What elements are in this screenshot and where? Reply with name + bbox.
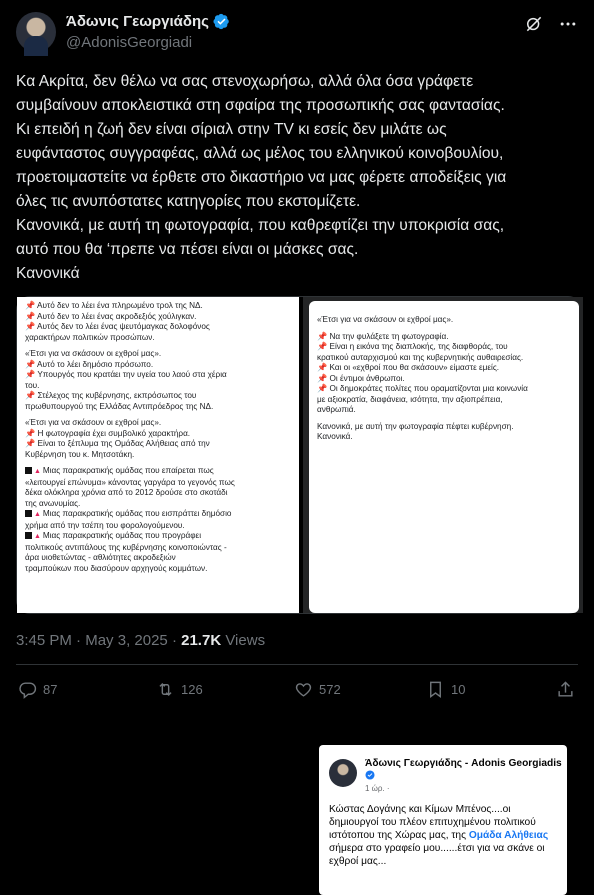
screenshot-line-text: Οι δημοκράτες πολίτες που οραματίζονται μια κοινωνία — [329, 384, 528, 393]
screenshot-line-text: Στέλεχος της κυβέρνησης, εκπρόσωπος του — [37, 391, 197, 400]
tweet-line: όλες τις ανυπόστατες κατηγορίες που εκστομίζετε. — [16, 193, 361, 210]
name-row — [66, 13, 230, 30]
screenshot-line — [317, 363, 571, 374]
screenshot-line — [25, 370, 291, 381]
pin-icon: 📌 — [317, 373, 330, 383]
tweet-line: συμβαίνουν αποκλειστικά στη σφαίρα της προσωπικής σας φαντασίας. — [16, 97, 505, 114]
tweet-time[interactable]: 3:45 PM — [16, 632, 72, 649]
share-button[interactable] — [556, 680, 575, 699]
reply-button[interactable] — [18, 680, 57, 699]
action-bar — [16, 680, 578, 706]
screenshot-line-text: πρωθυπουργού της Ελλάδας Αντιπρόεδρος της ΝΔ. — [25, 401, 214, 411]
screenshot-line — [25, 543, 291, 554]
screenshot-card — [309, 301, 579, 613]
screenshot-line — [25, 553, 291, 564]
avatar[interactable] — [16, 12, 56, 52]
more-icon[interactable] — [558, 14, 578, 34]
embedded-post-body-text: σήμερα στο γραφείο μου......έτσι για να σκάνε οι εχθροί μας... — [329, 843, 545, 867]
tweet-line: αυτό που θα ‘πρεπε να πέσει είναι οι μάσκες σας. — [16, 241, 359, 258]
screenshot-line — [317, 395, 571, 406]
pin-icon: 📌 — [317, 384, 330, 393]
screenshot-line-text: Αυτός δεν το λέει ένας ψευτόμαγκας δολοφόνος — [37, 322, 210, 331]
like-count: 572 — [319, 682, 341, 697]
tweet-meta — [16, 632, 265, 649]
screenshot-line — [317, 315, 571, 326]
tweet-date[interactable]: May 3, 2025 — [85, 632, 168, 649]
tweet-text — [16, 70, 578, 286]
screenshot-line — [25, 488, 291, 499]
screenshot-line — [317, 405, 571, 416]
screenshot-line-text: Οι έντιμοι άνθρωποι. — [329, 373, 405, 383]
screenshot-line-text: της ανωνυμίας. — [25, 498, 81, 508]
screenshot-line — [317, 422, 571, 433]
pin-icon: 📌 — [25, 370, 38, 379]
screenshot-line-text: Μιας παρακρατικής ομάδας που επαίρεται πως — [42, 466, 214, 475]
screenshot-line-text: ανθρωπιά. — [317, 405, 356, 414]
red-triangle-icon: ▲ — [34, 468, 43, 475]
red-triangle-icon: ▲ — [34, 511, 43, 518]
screenshot-line — [25, 439, 291, 450]
screenshot-text — [17, 297, 299, 578]
screenshot-line — [25, 418, 291, 429]
reply-icon — [18, 680, 37, 699]
screenshot-line — [25, 322, 291, 333]
screenshot-line-text: Υπουργός που κρατάει την υγεία του λαού στα χέρια — [37, 370, 227, 379]
screenshot-line-text: δέκα ολόκληρα χρόνια από το 2012 δρούσε στο σκοτάδι — [25, 488, 228, 497]
screenshot-line-text: Μιας παρακρατικής ομάδας που εισπράττει δημόσιο — [42, 509, 232, 518]
screenshot-line-text: Να την φυλάξετε τη φωτογραφία. — [329, 331, 449, 341]
tweet-line: Κανονικά — [16, 265, 80, 282]
pin-icon: 📌 — [317, 342, 330, 351]
embedded-post-author-name: Άδωνις Γεωργιάδης - Adonis Georgiadis — [365, 758, 562, 769]
screenshot-line-text: άρα υιοθετώντας - αθλιότητες ακροδεξιών — [25, 553, 176, 562]
share-icon — [556, 680, 575, 699]
tweet-header — [16, 12, 578, 56]
embedded-post — [319, 745, 567, 895]
screenshot-line — [25, 381, 291, 392]
red-triangle-icon: ▲ — [34, 533, 43, 540]
pin-icon: 📌 — [317, 363, 330, 372]
screenshot-line-text: Μιας παρακρατικής ομάδας που προγράφει — [42, 531, 202, 540]
screenshot-line — [25, 391, 291, 402]
handle[interactable]: @AdonisGeorgiadi — [66, 34, 193, 51]
tweet-line: ευφάνταστος συγγραφέας, αλλά ως μέλος του ελληνικού κοινοβουλίου, — [16, 145, 504, 162]
embedded-post-avatar — [329, 759, 357, 787]
views-label: Views — [221, 632, 266, 649]
screenshot-line — [317, 342, 571, 353]
verified-badge-icon — [213, 13, 230, 30]
embedded-post-body-text: Κώστας Δογάνης και Κίμων Μπένος....οι δημιουργοί του πλέον επιτυχημένου πολιτικού ιστότοπου της Χώρας μας, της — [329, 804, 536, 841]
screenshot-line — [25, 349, 291, 360]
screenshot-line-text: Κυβέρνηση του κ. Μητσοτάκη. — [25, 449, 135, 459]
screenshot-line-text: «λειτουργεί επώνυμα» κάνοντας γαργάρα το γεγονός πως — [25, 477, 235, 487]
screenshot-line-text: Η φωτογραφία έχει συμβολικό χαρακτήρα. — [37, 428, 191, 438]
repost-icon — [156, 680, 175, 699]
grok-icon[interactable] — [524, 14, 544, 34]
repost-count: 126 — [181, 682, 203, 697]
screenshot-line-text: Αυτό δεν το λέει ένα πληρωμένο τρολ της ΝΔ. — [37, 301, 203, 310]
screenshot-line — [25, 360, 291, 371]
screenshot-line-text: τραμπούκων που διασύρουν αρχηγούς κομμάτων. — [25, 563, 208, 573]
screenshot-line — [25, 466, 291, 478]
screenshot-line-text: Και οι «εχθροί που θα σκάσουν» είμαστε εμείς. — [329, 363, 500, 372]
embedded-post-author — [365, 757, 565, 783]
screenshot-line-text: χρήμα από την τσέπη του φορολογούμενου. — [25, 520, 185, 530]
tweet-line: Κα Ακρίτα, δεν θέλω να σας στενοχωρήσω, αλλά όλα όσα γράφετε — [16, 73, 474, 90]
pin-icon: 📌 — [25, 391, 38, 400]
tweet-line: Κι επειδή η ζωή δεν είναι σίριαλ στην TV κι εσείς δεν μιλάτε ως — [16, 121, 447, 138]
meta-separator: · — [167, 632, 182, 649]
embedded-post-highlight: Ομάδα Αλήθειας — [468, 830, 549, 841]
like-button[interactable] — [294, 680, 341, 699]
view-count: 21.7K — [181, 632, 222, 649]
pin-icon: 📌 — [25, 301, 38, 310]
screenshot-line-text: Είναι η εικόνα της διαπλοκής, της διαφθοράς, του — [329, 342, 508, 351]
pin-icon: 📌 — [25, 311, 38, 321]
screenshot-line — [25, 499, 291, 510]
display-name[interactable]: Άδωνις Γεωργιάδης — [66, 13, 209, 30]
bookmark-button[interactable] — [426, 680, 465, 699]
screenshot-line — [25, 301, 291, 312]
bookmark-icon — [426, 680, 445, 699]
screenshot-line — [25, 478, 291, 489]
screenshot-line — [25, 509, 291, 521]
black-square-icon — [25, 467, 32, 474]
screenshot-line-text: Αυτό το λέει δημόσιο πρόσωπο. — [37, 359, 154, 369]
screenshot-line — [25, 450, 291, 461]
screenshot-line-text: «Έτσι για να σκάσουν οι εχθροί μας». — [25, 349, 162, 358]
tweet-line: προετοιμαστείτε να έρθετε στο δικαστήριο να μας φέρετε αποδείξεις για — [16, 169, 507, 186]
screenshot-line-text: «Έτσι για να σκάσουν οι εχθροί μας». — [25, 418, 162, 427]
screenshot-line-text: Κανονικά. — [317, 432, 353, 441]
pin-icon: 📌 — [25, 359, 38, 369]
screenshot-line-text: με αξιοκρατία, διαφάνεια, ισότητα, την αξιοπρέπεια, — [317, 394, 503, 404]
screenshot-line-text: Είναι το ξέπλυμα της Ομάδας Αλήθειας από την — [37, 439, 210, 448]
screenshot-line-text: του. — [25, 380, 40, 390]
repost-button[interactable] — [156, 680, 203, 699]
screenshot-line — [317, 353, 571, 364]
screenshot-line — [25, 402, 291, 413]
screenshot-line-text: χαρακτήρων πολιτικών προσώπων. — [25, 332, 155, 342]
embedded-post-time: 1 ώρ. · — [365, 784, 390, 793]
divider — [16, 664, 578, 665]
pin-icon: 📌 — [25, 439, 38, 448]
reply-count: 87 — [43, 682, 58, 697]
screenshot-line — [25, 531, 291, 543]
pin-icon: 📌 — [25, 322, 38, 331]
screenshot-line-text: κρατικού αυταρχισμού και της κυβερνητικής αυθαιρεσίας. — [317, 352, 524, 362]
screenshot-line-text: Αυτό δεν το λέει ένας ακροδεξιός χούλιγκαν. — [37, 311, 197, 321]
screenshot-line-text: πολιτικούς αντιπάλους της κυβέρνησης κοινοποιώντας - — [25, 542, 227, 552]
screenshot-line-text: «Έτσι για να σκάσουν οι εχθροί μας». — [317, 315, 454, 324]
like-icon — [294, 680, 313, 699]
media-image-left[interactable] — [17, 297, 299, 613]
black-square-icon — [25, 532, 32, 539]
verified-badge-icon — [365, 770, 375, 780]
screenshot-line — [317, 432, 571, 443]
screenshot-line — [317, 384, 571, 395]
screenshot-line — [25, 333, 291, 344]
pin-icon: 📌 — [317, 331, 330, 341]
black-square-icon — [25, 510, 32, 517]
screenshot-line — [25, 312, 291, 323]
screenshot-line-text: Κανονικά, με αυτή την φωτογραφία πέφτει κυβέρνηση. — [317, 421, 514, 431]
embedded-post-body — [329, 803, 561, 868]
screenshot-line — [317, 332, 571, 343]
screenshot-line — [25, 564, 291, 575]
meta-separator: · — [71, 632, 86, 649]
bookmark-count: 10 — [451, 682, 466, 697]
screenshot-line — [25, 429, 291, 440]
screenshot-line — [25, 521, 291, 532]
screenshot-line — [317, 374, 571, 385]
pin-icon: 📌 — [25, 428, 38, 438]
tweet-line: Κανονικά, με αυτή τη φωτογραφία, που καθρεφτίζει την υποκρισία σας, — [16, 217, 505, 234]
screenshot-text — [317, 307, 571, 443]
